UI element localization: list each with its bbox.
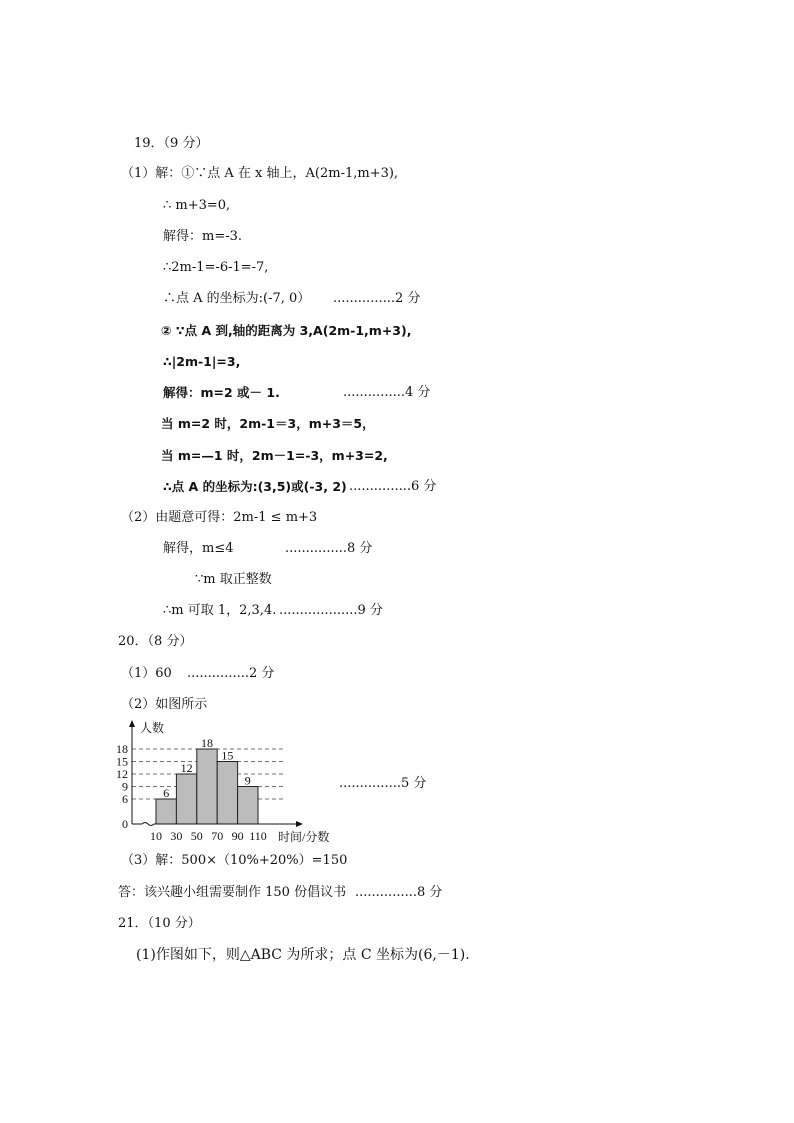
q19-step: ∵m 取正整数 bbox=[195, 572, 272, 587]
q19-step: 解得，m≤4 bbox=[163, 541, 234, 556]
histogram-bar bbox=[197, 749, 217, 824]
score-mark: ...................9 分 bbox=[279, 603, 383, 618]
histogram-chart bbox=[118, 718, 350, 846]
y-tick-label: 6 bbox=[122, 792, 128, 806]
x-tick-label: 90 bbox=[231, 829, 244, 843]
score-mark: ...............8 分 bbox=[355, 885, 443, 900]
q19-step: ∴2m-1=-6-1=-7, bbox=[163, 260, 269, 275]
bar-value-label: 12 bbox=[180, 761, 193, 775]
q19-step: 当 m=—1 时，2m－1=-3，m+3=2, bbox=[161, 448, 388, 463]
score-mark: ...............6 分 bbox=[349, 479, 437, 494]
score-mark: ...............8 分 bbox=[285, 541, 373, 556]
q19-part2-intro: （2）由题意可得：2m-1 ≤ m+3 bbox=[121, 510, 318, 525]
q21-header: 21．（10 分） bbox=[118, 916, 201, 931]
bar-value-label: 15 bbox=[221, 748, 234, 763]
q20-part3: （3）解：500×（10%+20%）=150 bbox=[121, 853, 348, 868]
q19-part1-intro: （1）解：①∵点 A 在 x 轴上，A(2m-1,m+3), bbox=[121, 166, 399, 181]
x-tick-label: 70 bbox=[211, 829, 224, 843]
y-axis-arrow bbox=[129, 720, 135, 727]
bar-value-label: 9 bbox=[244, 773, 251, 788]
q19-step: 解得：m=-3. bbox=[163, 229, 243, 244]
q19-step: ② ∵点 A 到,轴的距离为 3,A(2m-1,m+3), bbox=[161, 323, 412, 338]
score-mark: ...............5 分 bbox=[339, 776, 427, 791]
histogram-bar bbox=[156, 799, 176, 824]
q19-step: 当 m=2 时，2m-1＝3，m+3＝5， bbox=[161, 416, 375, 431]
x-tick-label: 10 bbox=[150, 829, 162, 843]
q19-step: ∴ m+3=0, bbox=[163, 198, 231, 213]
histogram-figure bbox=[118, 718, 350, 850]
score-mark: ...............2 分 bbox=[333, 291, 421, 306]
y-tick-label: 0 bbox=[122, 817, 128, 831]
score-mark: ...............4 分 bbox=[343, 385, 431, 400]
y-axis-title: 人数 bbox=[140, 721, 165, 735]
x-axis-arrow bbox=[296, 821, 303, 827]
axis-break-mark bbox=[142, 823, 154, 826]
score-mark: ...............2 分 bbox=[187, 666, 275, 681]
q19-header: 19．（9 分） bbox=[134, 136, 209, 151]
q21-part1: (1)作图如下，则△ABC 为所求；点 C 坐标为(6,－1). bbox=[136, 947, 470, 963]
histogram-bar bbox=[217, 762, 237, 825]
q19-step: ∴点 A 的坐标为:(-7, 0） bbox=[163, 291, 311, 306]
histogram-bar bbox=[238, 787, 258, 825]
x-tick-label: 30 bbox=[170, 829, 183, 843]
q19-step: ∴m 可取 1，2,3,4. bbox=[163, 603, 277, 618]
bar-value-label: 6 bbox=[163, 786, 170, 800]
y-tick-label: 15 bbox=[116, 754, 128, 769]
y-tick-label: 9 bbox=[122, 779, 128, 794]
q20-part2: （2）如图所示 bbox=[121, 697, 208, 712]
histogram-bar bbox=[176, 774, 196, 824]
q20-header: 20．（8 分） bbox=[118, 634, 193, 649]
q19-step: ∴点 A 的坐标为:(3,5)或(-3, 2) bbox=[163, 479, 347, 494]
bar-value-label: 18 bbox=[201, 736, 213, 750]
y-tick-label: 18 bbox=[116, 742, 128, 756]
y-tick-label: 12 bbox=[116, 767, 128, 781]
q19-step: ∴|2m-1|=3, bbox=[163, 354, 241, 369]
x-axis-title: 时间/分数 bbox=[278, 830, 330, 844]
x-tick-label: 50 bbox=[190, 829, 203, 843]
q20-part1: （1）60 bbox=[121, 666, 172, 681]
q20-answer: 答：该兴趣小组需要制作 150 份倡议书 bbox=[118, 885, 347, 900]
q19-step: 解得：m=2 或－ 1. bbox=[163, 385, 280, 400]
x-tick-label: 110 bbox=[249, 829, 267, 843]
